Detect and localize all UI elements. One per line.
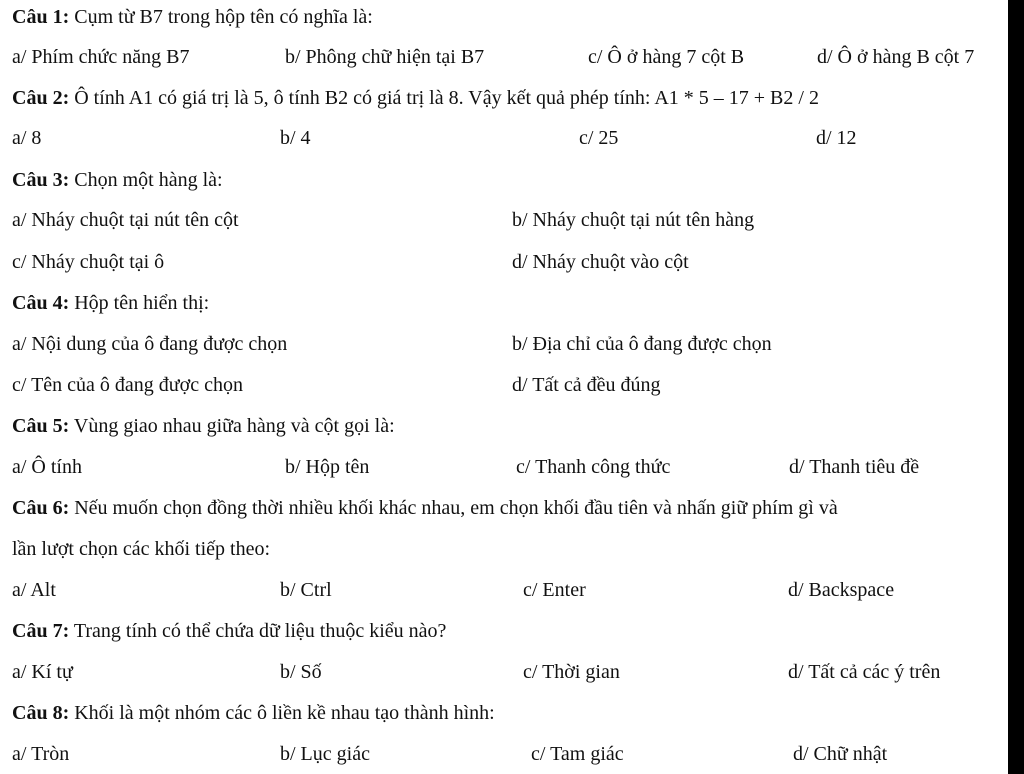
option-c: c/ Thanh công thức [516, 456, 671, 478]
option-b: b/ Số [280, 661, 322, 683]
question-2-options [12, 123, 1004, 153]
option-b: b/ Địa chỉ của ô đang được chọn [512, 333, 772, 355]
option-b: b/ Lục giác [280, 743, 370, 765]
option-d: d/ Thanh tiêu đề [789, 456, 920, 478]
question-number: Câu 1: [12, 6, 70, 28]
option-d: d/ Chữ nhật [793, 743, 888, 765]
question-4-stem [12, 288, 1004, 318]
question-7-options [12, 657, 1004, 687]
question-text: Ô tính A1 có giá trị là 5, ô tính B2 có giá trị là 8. Vậy kết quả phép tính: A1 * 5 – 17 + B2 / 2 [74, 87, 819, 109]
question-text: Khối là một nhóm các ô liền kề nhau tạo thành hình: [74, 702, 495, 724]
question-text-continued: lần lượt chọn các khối tiếp theo: [12, 538, 271, 560]
option-c: c/ 25 [579, 127, 619, 149]
option-a: a/ Tròn [12, 743, 70, 765]
question-number: Câu 8: [12, 702, 70, 724]
question-8-stem [12, 698, 1004, 728]
option-b: b/ Hộp tên [285, 456, 370, 478]
question-1-stem [12, 2, 1004, 32]
question-3-options-row-2 [12, 247, 1004, 277]
option-c: c/ Nháy chuột tại ô [12, 251, 165, 273]
question-3-options-row-1 [12, 205, 1004, 235]
question-number: Câu 6: [12, 497, 70, 519]
question-7-stem [12, 616, 1004, 646]
question-6-stem-continued [12, 534, 1004, 564]
question-2-stem [12, 83, 1004, 113]
question-5-stem [12, 411, 1004, 441]
option-c: c/ Ô ở hàng 7 cột B [588, 46, 745, 68]
question-number: Câu 7: [12, 620, 70, 642]
question-text: Hộp tên hiển thị: [74, 292, 210, 314]
option-a: a/ Kí tự [12, 661, 73, 683]
option-a: a/ Nháy chuột tại nút tên cột [12, 209, 239, 231]
question-text: Vùng giao nhau giữa hàng và cột gọi là: [73, 415, 395, 437]
question-5-options [12, 452, 1004, 482]
question-text: Trang tính có thể chứa dữ liệu thuộc kiểu nào? [73, 620, 447, 642]
option-b: b/ 4 [280, 127, 311, 149]
question-6-options [12, 575, 1004, 605]
question-4-options-row-1 [12, 329, 1004, 359]
question-text: Nếu muốn chọn đồng thời nhiều khối khác nhau, em chọn khối đầu tiên và nhấn giữ phím gì và [74, 497, 838, 519]
option-a: a/ Phím chức năng B7 [12, 46, 190, 68]
question-number: Câu 2: [12, 87, 70, 109]
option-a: a/ Nội dung của ô đang được chọn [12, 333, 288, 355]
option-d: d/ Backspace [788, 579, 895, 601]
question-number: Câu 4: [12, 292, 70, 314]
question-8-options [12, 739, 1004, 769]
question-1-options [12, 42, 1004, 72]
option-c: c/ Thời gian [523, 661, 620, 683]
option-c: c/ Tam giác [531, 743, 624, 765]
option-b: b/ Nháy chuột tại nút tên hàng [512, 209, 755, 231]
question-text: Cụm từ B7 trong hộp tên có nghĩa là: [74, 6, 373, 28]
option-a: a/ 8 [12, 127, 42, 149]
question-6-stem [12, 493, 1004, 523]
option-d: d/ Ô ở hàng B cột 7 [817, 46, 975, 68]
question-number: Câu 5: [12, 415, 70, 437]
option-d: d/ Nháy chuột vào cột [512, 251, 689, 273]
question-text: Chọn một hàng là: [74, 169, 223, 191]
option-d: d/ Tất cả đều đúng [512, 374, 661, 396]
option-d: d/ 12 [816, 127, 857, 149]
question-3-stem [12, 165, 1004, 195]
option-c: c/ Tên của ô đang được chọn [12, 374, 243, 396]
option-a: a/ Ô tính [12, 456, 82, 478]
option-c: c/ Enter [523, 579, 586, 601]
option-b: b/ Phông chữ hiện tại B7 [285, 46, 485, 68]
option-d: d/ Tất cả các ý trên [788, 661, 941, 683]
option-a: a/ Alt [12, 579, 56, 601]
question-number: Câu 3: [12, 169, 70, 191]
question-4-options-row-2 [12, 370, 1004, 400]
option-b: b/ Ctrl [280, 579, 332, 601]
